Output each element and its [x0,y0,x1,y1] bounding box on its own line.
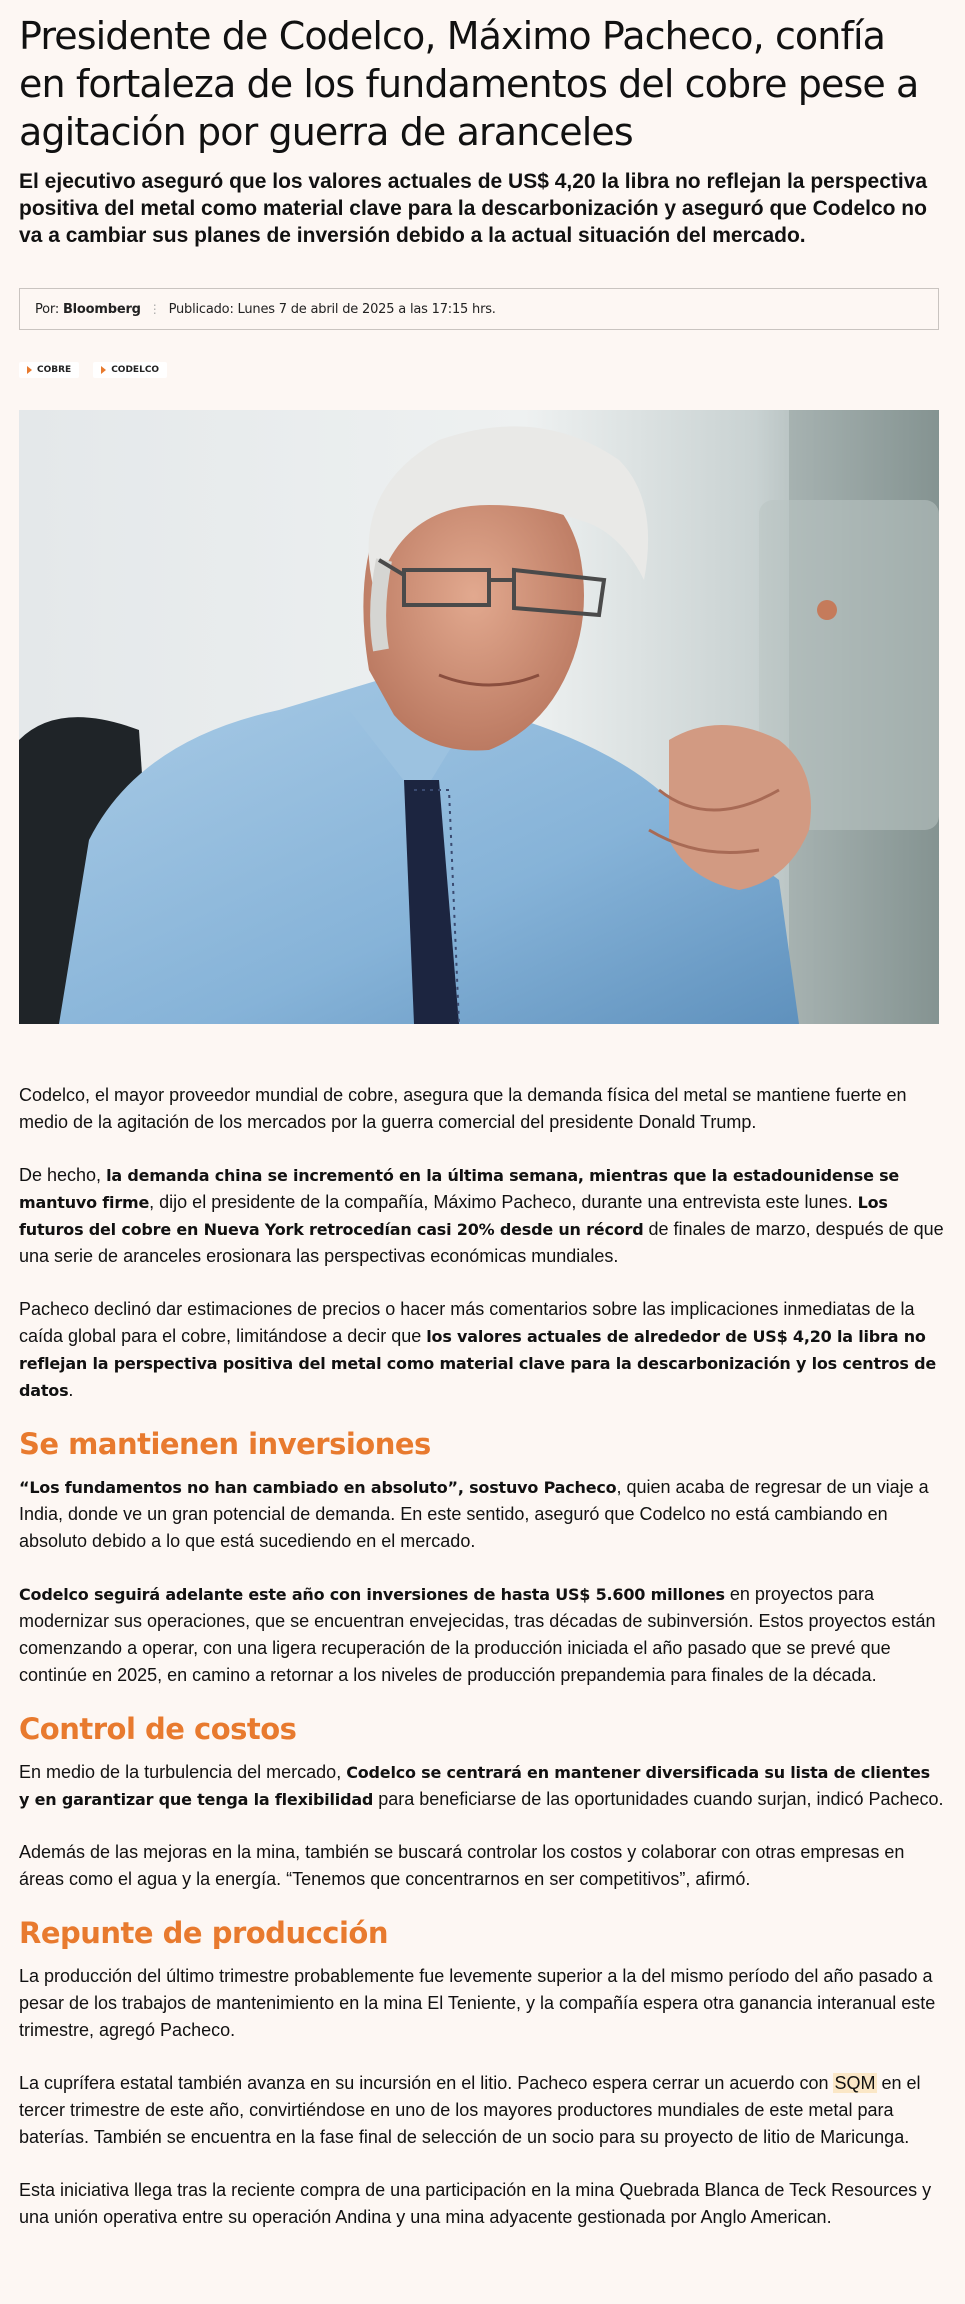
bold-run: “Los fundamentos no han cambiado en absoluto”, sostuvo Pacheco [19,1478,617,1497]
article-body [19,1082,944,2257]
paragraph [19,1759,944,1813]
section-heading: Control de costos [19,1712,297,1746]
tag-cobre[interactable] [19,362,79,378]
text-run: . [68,1380,74,1400]
paragraph: Codelco, el mayor proveedor mundial de cobre, asegura que la demanda física del metal se mantiene fuerte en medio de la agitación de los mercados por la guerra comercial del presidente Donald Trump. [19,1085,907,1132]
text-run: , dijo el presidente de la compañía, Máximo Pacheco, durante una entrevista este lunes. [149,1192,858,1212]
bold-run: los valores actuales de alrededor de US$ 4,20 la libra no reflejan la perspectiva positiva del metal como material clave para la descarbonización y los centros de datos [19,1327,936,1400]
bold-run: la demanda china se incrementó en la última semana, mientras que la estadounidense se mantuvo firme [19,1166,900,1212]
paragraph: La producción del último trimestre probablemente fue levemente superior a la del mismo período del año pasado a pesar de los trabajos de mantenimiento en la mina El Teniente, y la compañía espera otra ganancia interanual este trimestre, agregó Pacheco. [19,1966,936,2040]
text-run: en proyectos para modernizar sus operaciones, que se encuentran envejecidas, tras décadas de subinversión. Estos proyectos están comenzando a operar, con una ligera recuperación de la producción iniciada el año pasado que se prevé que continúe en 2025, en camino a retornar a los niveles de producción prepandemia para finales de la década. [19,1584,936,1685]
portrait-illustration [19,410,939,1024]
text-run: La cuprífera estatal también avanza en su incursión en el litio. Pacheco espera cerrar un acuerdo con [19,2073,834,2093]
paragraph [19,2070,944,2151]
text-run: de finales de marzo, después de que una serie de aranceles erosionara las perspectivas económicas mundiales. [19,1219,944,1266]
tag-arrow-icon [101,366,106,374]
byline-separator: ⋮ [148,302,161,316]
text-run: para beneficiarse de las oportunidades cuando surjan, indicó Pacheco. [373,1789,944,1809]
byline-box [19,288,939,330]
article-title: Presidente de Codelco, Máximo Pacheco, confía en fortaleza de los fundamentos del cobre pese a agitación por guerra de aranceles [19,14,919,154]
paragraph [19,1162,944,1270]
text-run: en el tercer trimestre de este año, convirtiéndose en uno de los mayores productores mundiales de este metal para baterías. También se encuentra en la fase final de selección de un socio para su proyecto de litio de Maricunga. [19,2073,921,2147]
tag-codelco[interactable] [93,362,167,378]
article-photo [19,410,939,1024]
tag-arrow-icon [27,366,32,374]
paragraph: Además de las mejoras en la mina, también se buscará controlar los costos y colaborar con otras empresas en áreas como el agua y la energía. “Tenemos que concentrarnos en ser competitivos”, afirmó. [19,1842,905,1889]
paragraph [19,1474,944,1555]
byline-published: Publicado: Lunes 7 de abril de 2025 a las 17:15 hrs. [168,301,496,317]
paragraph [19,1296,944,1404]
byline-author[interactable]: Bloomberg [62,301,141,317]
text-run: En medio de la turbulencia del mercado, [19,1762,347,1782]
tag-label: COBRE [37,365,72,375]
paragraph [19,1581,944,1689]
tag-list [19,362,167,378]
byline-prefix: Por: [35,301,60,317]
text-run: , quien acaba de regresar de un viaje a India, donde ve un gran potencial de demanda. En este sentido, aseguró que Codelco no está cambiando en absoluto debido a lo que está sucediendo en el mercado. [19,1477,929,1551]
tag-label: CODELCO [111,365,160,375]
text-run: De hecho, [19,1165,107,1185]
bold-run: Codelco se centrará en mantener diversificada su lista de clientes y en garantizar que tenga la flexibilidad [19,1763,930,1809]
article-subtitle: El ejecutivo aseguró que los valores actuales de US$ 4,20 la libra no reflejan la perspectiva positiva del metal como material clave para la descarbonización y aseguró que Codelco no va a cambiar sus planes de inversión debido a la actual situación del mercado. [19,170,928,247]
text-run: Pacheco declinó dar estimaciones de precios o hacer más comentarios sobre las implicaciones inmediatas de la caída global para el cobre, limitándose a decir que [19,1299,915,1346]
bold-run: Los futuros del cobre en Nueva York retrocedían casi 20% desde un récord [19,1193,888,1239]
sqm-link[interactable]: SQM [834,2073,876,2093]
bold-run: Codelco seguirá adelante este año con inversiones de hasta US$ 5.600 millones [19,1585,725,1604]
section-heading: Se mantienen inversiones [19,1427,431,1461]
section-heading: Repunte de producción [19,1916,388,1950]
paragraph: Esta iniciativa llega tras la reciente compra de una participación en la mina Quebrada Blanca de Teck Resources y una unión operativa entre su operación Andina y una mina adyacente gestionada por Anglo American. [19,2180,932,2227]
